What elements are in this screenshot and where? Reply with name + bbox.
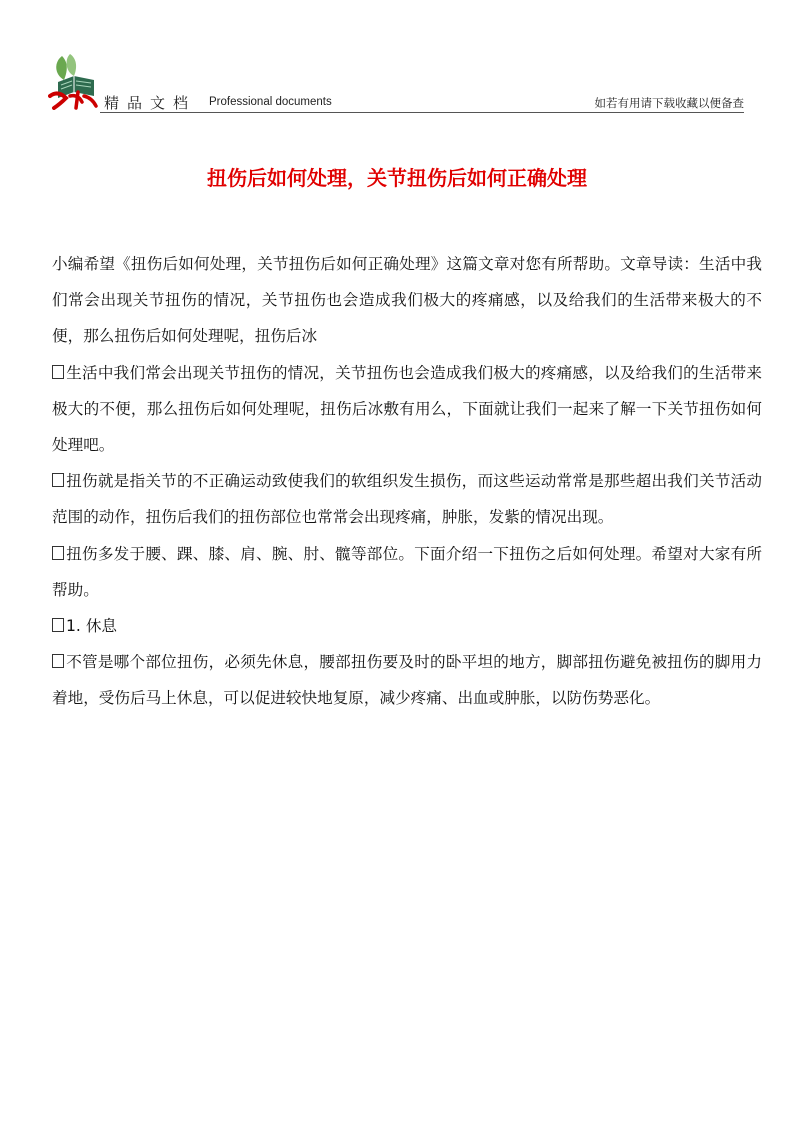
header-divider bbox=[100, 112, 744, 113]
paragraph bbox=[52, 463, 762, 535]
paragraph-text: 扭伤多发于腰、踝、膝、肩、腕、肘、髋等部位。下面介绍一下扭伤之后如何处理。希望对大家有所帮助。 bbox=[52, 544, 762, 599]
missing-glyph-box-icon bbox=[52, 618, 64, 632]
paragraph bbox=[52, 355, 762, 464]
header-note: 如若有用请下载收藏以便备查 bbox=[594, 96, 744, 110]
brand-chinese: 精品文档 bbox=[104, 94, 197, 112]
paragraph-text: 1. 休息 bbox=[66, 617, 118, 636]
paragraph bbox=[52, 246, 762, 355]
paragraph-text: 小编希望《扭伤后如何处理，关节扭伤后如何正确处理》这篇文章对您有所帮助。文章导读：生活中我们常会出现关节扭伤的情况，关节扭伤也会造成我们极大的疼痛感，以及给我们的生活带来极大的不便，那么扭伤后如何处理呢，扭伤后冰 bbox=[52, 255, 762, 346]
paragraph-text: 生活中我们常会出现关节扭伤的情况，关节扭伤也会造成我们极大的疼痛感，以及给我们的生活带来极大的不便，那么扭伤后如何处理呢，扭伤后冰敷有用么，下面就让我们一起来了解一下关节扭伤如何处理吧。 bbox=[52, 363, 762, 455]
document-title: 扭伤后如何处理，关节扭伤后如何正确处理 bbox=[207, 166, 587, 190]
missing-glyph-box-icon bbox=[52, 546, 64, 560]
brand-english: Professional documents bbox=[209, 96, 332, 108]
missing-glyph-box-icon bbox=[52, 365, 64, 379]
page-header bbox=[0, 0, 794, 115]
logo-icon bbox=[48, 52, 100, 110]
paragraph-text: 不管是哪个部位扭伤，必须先休息，腰部扭伤要及时的卧平坦的地方，脚部扭伤避免被扭伤的脚用力着地，受伤后马上休息，可以促进较快地复原，减少疼痛、出血或肿胀，以防伤势恶化。 bbox=[52, 653, 762, 708]
paragraph bbox=[52, 608, 762, 644]
paragraph bbox=[52, 644, 762, 716]
document-body bbox=[52, 246, 762, 717]
missing-glyph-box-icon bbox=[52, 654, 64, 668]
paragraph-text: 扭伤就是指关节的不正确运动致使我们的软组织发生损伤，而这些运动常常是那些超出我们关节活动范围的动作，扭伤后我们的扭伤部位也常常会出现疼痛，肿胀，发紫的情况出现。 bbox=[52, 472, 762, 527]
missing-glyph-box-icon bbox=[52, 473, 64, 487]
paragraph bbox=[52, 536, 762, 608]
